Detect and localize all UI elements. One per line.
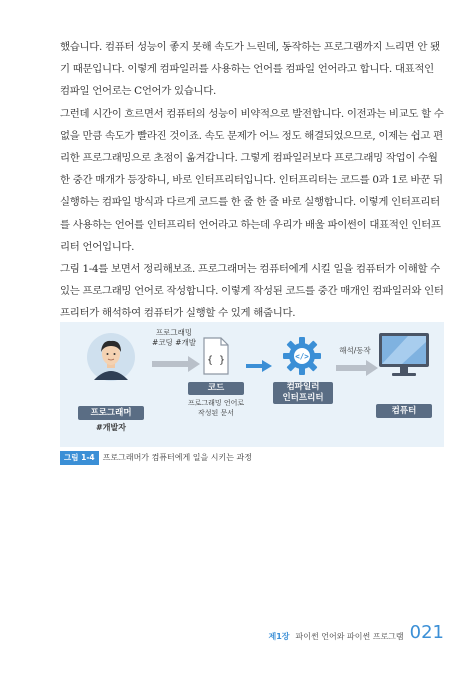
code-glyph: { } — [206, 355, 226, 366]
gear-code-icon — [282, 336, 322, 376]
figure-caption — [60, 451, 444, 465]
step1-label-line2: #코딩 #개발 — [152, 338, 196, 347]
developer-tag: #개발자 — [96, 423, 126, 432]
paragraph-1: 했습니다. 컴퓨터 성능이 좋지 못해 속도가 느린데, 동작하는 프로그램까지 느리면 안 됐기 때문입니다. 이렇게 컴파일러를 사용하는 언어를 컴파일 언어라고 합니다. 대표적인 컴파일 언어로는 C언어가 있습니다. — [60, 41, 440, 98]
page-number: 021 — [409, 622, 444, 643]
svg-text:</>: </> — [295, 352, 309, 361]
chapter-title: 파이썬 언어와 파이썬 프로그램 — [295, 632, 404, 641]
caption-text: 프로그래머가 컴퓨터에게 일을 시키는 과정 — [102, 453, 252, 462]
compiler-interpreter-label — [273, 382, 333, 404]
arrow-right-icon — [336, 360, 378, 376]
figure-1-4 — [60, 322, 444, 447]
document-icon — [201, 336, 231, 376]
computer-label: 컴퓨터 — [376, 404, 432, 418]
compiler-label: 컴파일러 — [286, 382, 320, 392]
paragraph-2: 그런데 시간이 흐르면서 컴퓨터의 성능이 비약적으로 발전합니다. 이전과는 비교도 할 수 없을 만큼 속도가 빨라진 것이죠. 속도 문제가 어느 정도 해결되었으므로, 이제는 쉽고 편리한 프로그래밍으로 초점이 옮겨갑니다. 그렇게 컴파일러보다 프로그래밍 작업이 수월한 중간 매개가 등장하니, 바로 인터프리터입니다. 인터프리터는 코드를 0과 1로 바꾼 뒤 실행하는 컴파일 방식과 다르게 코드를 한 줄 한 줄 바로 실행합니다. 이렇게 인터프리터를 사용하는 언어를 인터프리터 언어라고 하는데 우리가 배울 파이썬이 대표적인 인터프리터 언어입니다. — [60, 107, 444, 253]
step1-label-line1: 프로그래밍 — [155, 328, 193, 337]
code-desc-line2: 작성된 문서 — [197, 409, 235, 417]
paragraph-3: 그림 1-4를 보면서 정리해보죠. 프로그래머는 컴퓨터에게 시킬 일을 컴퓨터가 이해할 수 있는 프로그래밍 언어로 작성합니다. 이렇게 작성된 코드를 중간 매개인 컴파일러와 인터프리터가 해석하여 컴퓨터가 실행할 수 있게 해줍니다. — [60, 263, 444, 320]
caption-tag: 그림 1-4 — [60, 451, 99, 465]
step1-label — [144, 328, 204, 348]
interpreter-label: 인터프리터 — [282, 393, 324, 403]
arrow-right-icon — [152, 356, 200, 372]
programmer-label: 프로그래머 — [78, 406, 144, 420]
body-text — [60, 36, 444, 325]
monitor-icon — [378, 332, 430, 378]
chapter-label: 제1장 — [268, 632, 290, 641]
page-footer — [269, 622, 444, 642]
person-icon — [86, 332, 136, 382]
step2-label: 해석/동작 — [339, 346, 371, 355]
code-description — [174, 398, 258, 418]
code-label: 코드 — [188, 382, 244, 395]
code-desc-line1: 프로그래밍 언어로 — [187, 399, 245, 407]
arrow-right-icon — [246, 360, 272, 372]
